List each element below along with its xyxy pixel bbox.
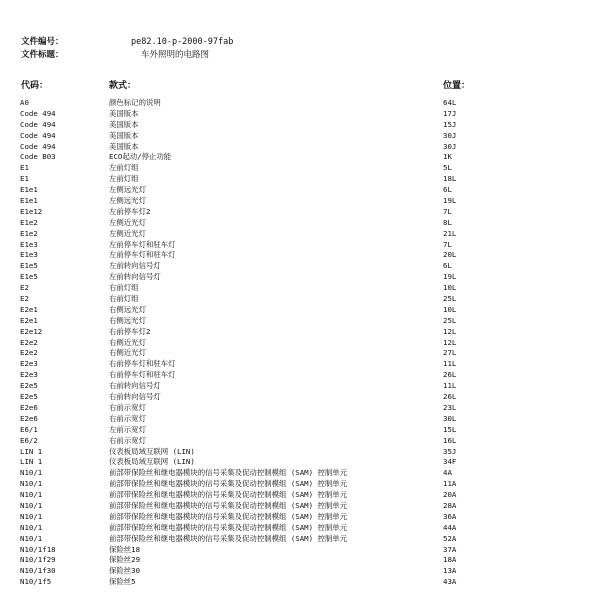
row-description: 右前灯组 <box>109 283 139 293</box>
row-description: 右侧远光灯 <box>109 304 146 314</box>
row-description: 右前示宽灯 <box>109 402 146 412</box>
row-code: N10/1f29 <box>20 555 56 565</box>
row-position: 26L <box>443 370 457 380</box>
row-code: N10/1 <box>20 468 43 478</box>
row-description: 右前停车灯2 <box>109 326 151 336</box>
table-row <box>0 152 601 163</box>
table-row <box>0 283 601 294</box>
row-position: 13A <box>443 566 457 576</box>
row-description: 仪表板局域互联网 (LIN) <box>109 446 195 456</box>
row-position: 28A <box>443 500 457 510</box>
table-row <box>0 534 601 545</box>
table-row <box>0 479 601 490</box>
table-row <box>0 523 601 534</box>
table-row <box>0 555 601 566</box>
row-code: E6/2 <box>20 435 38 445</box>
row-code: E2e5 <box>20 392 38 402</box>
row-description: 右前示宽灯 <box>109 435 146 445</box>
row-code: Code 494 <box>20 108 56 118</box>
table-row <box>0 403 601 414</box>
row-position: 30L <box>443 413 457 423</box>
row-description: 左前转向信号灯 <box>109 261 161 271</box>
row-position: 52A <box>443 533 457 543</box>
row-position: 18L <box>443 174 457 184</box>
row-description: 美国版本 <box>109 108 139 118</box>
table-row <box>0 218 601 229</box>
row-position: 20L <box>443 250 457 260</box>
row-position: 7L <box>443 206 452 216</box>
row-position: 5L <box>443 163 452 173</box>
row-description: 右前灯组 <box>109 294 139 304</box>
row-code: LIN 1 <box>20 446 43 456</box>
row-description: 左侧近光灯 <box>109 228 146 238</box>
table-row <box>0 348 601 359</box>
row-position: 11L <box>443 381 457 391</box>
row-description: 右侧远光灯 <box>109 315 146 325</box>
row-description: 仪表板局域互联网 (LIN) <box>109 457 195 467</box>
row-description: 右侧近光灯 <box>109 348 146 358</box>
row-position: 11L <box>443 359 457 369</box>
table-row <box>0 142 601 153</box>
row-description: 左前灯组 <box>109 163 139 173</box>
table-row <box>0 512 601 523</box>
row-position: 16L <box>443 435 457 445</box>
row-description: 右前转向信号灯 <box>109 392 161 402</box>
table-row <box>0 131 601 142</box>
row-code: A0 <box>20 98 29 107</box>
row-code: E6/1 <box>20 424 38 434</box>
row-code: E2e3 <box>20 359 38 369</box>
row-position: 6L <box>443 185 452 195</box>
row-description: 颜色标记的说明 <box>109 98 161 107</box>
table-row <box>0 436 601 447</box>
row-code: E1e12 <box>20 206 43 216</box>
row-position: 25L <box>443 315 457 325</box>
row-position: 44A <box>443 522 457 532</box>
row-position: 23L <box>443 402 457 412</box>
row-position: 20A <box>443 490 457 500</box>
row-position: 26L <box>443 392 457 402</box>
row-position: 30J <box>443 141 457 151</box>
table-row <box>0 109 601 120</box>
row-description: 美国版本 <box>109 119 139 129</box>
row-position: 64L <box>443 98 457 107</box>
row-code: E2e2 <box>20 337 38 347</box>
row-position: 10L <box>443 304 457 314</box>
row-code: E2e12 <box>20 326 43 336</box>
table-row <box>0 163 601 174</box>
doc-number-label: 文件编号： <box>21 37 64 47</box>
column-header-code: 代码： <box>21 81 49 91</box>
table-row <box>0 457 601 468</box>
table-row <box>0 381 601 392</box>
row-description: 左侧远光灯 <box>109 196 146 206</box>
row-description: 前部带保险丝和继电器模块的信号采集及促动控制模组 (SAM) 控制单元 <box>109 533 348 543</box>
row-description: 美国版本 <box>109 130 139 140</box>
table-row <box>0 240 601 251</box>
table-row <box>0 174 601 185</box>
row-position: 19L <box>443 272 457 282</box>
row-description: 保险丝30 <box>109 566 141 576</box>
table-row <box>0 229 601 240</box>
row-code: E2e1 <box>20 304 38 314</box>
row-code: E2e5 <box>20 381 38 391</box>
table-row <box>0 207 601 218</box>
row-code: E1e2 <box>20 228 38 238</box>
row-code: E2 <box>20 294 29 304</box>
row-position: 43A <box>443 577 457 587</box>
row-description: 左侧远光灯 <box>109 185 146 195</box>
row-position: 35J <box>443 446 457 456</box>
row-position: 7L <box>443 239 452 249</box>
row-code: E1e5 <box>20 272 38 282</box>
row-code: N10/1 <box>20 479 43 489</box>
table-row <box>0 414 601 425</box>
table-row <box>0 98 601 109</box>
table-row <box>0 316 601 327</box>
row-position: 21L <box>443 228 457 238</box>
table-row <box>0 261 601 272</box>
column-header-desc: 款式： <box>109 81 137 91</box>
row-description: 左前灯组 <box>109 174 139 184</box>
row-code: E2e6 <box>20 413 38 423</box>
row-code: E1e1 <box>20 185 38 195</box>
row-code: N10/1f18 <box>20 544 56 554</box>
row-description: 前部带保险丝和继电器模块的信号采集及促动控制模组 (SAM) 控制单元 <box>109 468 348 478</box>
row-code: E2e2 <box>20 348 38 358</box>
table-row <box>0 501 601 512</box>
row-description: 前部带保险丝和继电器模块的信号采集及促动控制模组 (SAM) 控制单元 <box>109 511 348 521</box>
doc-number-value: pe82.10-p-2000-97fab <box>131 37 234 47</box>
row-code: N10/1 <box>20 490 43 500</box>
row-code: E1e2 <box>20 217 38 227</box>
doc-title-value: 车外照明的电路图 <box>141 50 210 60</box>
row-code: N10/1f5 <box>20 577 52 587</box>
table-row <box>0 577 601 588</box>
row-description: 右侧近光灯 <box>109 337 146 347</box>
row-code: N10/1 <box>20 533 43 543</box>
row-description: 美国版本 <box>109 141 139 151</box>
row-position: 27L <box>443 348 457 358</box>
row-code: E1e3 <box>20 239 38 249</box>
table-row <box>0 294 601 305</box>
row-position: 18A <box>443 555 457 565</box>
table-row <box>0 250 601 261</box>
row-description: 前部带保险丝和继电器模块的信号采集及促动控制模组 (SAM) 控制单元 <box>109 500 348 510</box>
row-code: Code 494 <box>20 141 56 151</box>
row-code: Code B03 <box>20 152 56 162</box>
row-position: 12L <box>443 326 457 336</box>
row-position: 10L <box>443 283 457 293</box>
row-description: 左前停车灯和驻车灯 <box>109 250 176 260</box>
row-code: E2 <box>20 283 29 293</box>
table-row <box>0 359 601 370</box>
table-row <box>0 196 601 207</box>
row-description: 前部带保险丝和继电器模块的信号采集及促动控制模组 (SAM) 控制单元 <box>109 479 348 489</box>
row-code: Code 494 <box>20 130 56 140</box>
row-position: 25L <box>443 294 457 304</box>
row-code: E1 <box>20 163 29 173</box>
row-code: Code 494 <box>20 119 56 129</box>
row-position: 15L <box>443 424 457 434</box>
row-description: 左前示宽灯 <box>109 424 146 434</box>
table-row <box>0 305 601 316</box>
row-position: 12L <box>443 337 457 347</box>
row-code: E1e5 <box>20 261 38 271</box>
row-code: LIN 1 <box>20 457 43 467</box>
row-position: 19L <box>443 196 457 206</box>
row-position: 37A <box>443 544 457 554</box>
table-row <box>0 447 601 458</box>
table-row <box>0 120 601 131</box>
row-position: 11A <box>443 479 457 489</box>
table-row <box>0 338 601 349</box>
row-code: E1e1 <box>20 196 38 206</box>
row-description: 右前停车灯和驻车灯 <box>109 370 176 380</box>
table-row <box>0 272 601 283</box>
table-row <box>0 185 601 196</box>
row-description: 右前转向信号灯 <box>109 381 161 391</box>
row-description: 前部带保险丝和继电器模块的信号采集及促动控制模组 (SAM) 控制单元 <box>109 490 348 500</box>
row-position: 17J <box>443 108 457 118</box>
row-description: ECO起动/停止功能 <box>109 152 172 162</box>
row-code: E1 <box>20 174 29 184</box>
row-description: 左前停车灯和驻车灯 <box>109 239 176 249</box>
row-position: 34F <box>443 457 457 467</box>
table-row <box>0 545 601 556</box>
table-row <box>0 392 601 403</box>
row-position: 8L <box>443 217 452 227</box>
legend-table <box>0 98 601 588</box>
table-row <box>0 425 601 436</box>
row-code: N10/1 <box>20 500 43 510</box>
row-description: 左前转向信号灯 <box>109 272 161 282</box>
row-code: E2e1 <box>20 315 38 325</box>
row-code: N10/1 <box>20 511 43 521</box>
row-description: 保险丝18 <box>109 544 141 554</box>
doc-number-row <box>21 35 233 47</box>
row-position: 15J <box>443 119 457 129</box>
row-code: E1e3 <box>20 250 38 260</box>
row-code: N10/1 <box>20 522 43 532</box>
row-description: 左前停车灯2 <box>109 206 151 216</box>
table-row <box>0 370 601 381</box>
row-position: 6L <box>443 261 452 271</box>
table-row <box>0 566 601 577</box>
table-row <box>0 327 601 338</box>
row-description: 右前示宽灯 <box>109 413 146 423</box>
table-row <box>0 490 601 501</box>
row-code: E2e6 <box>20 402 38 412</box>
doc-title-row <box>21 48 209 60</box>
row-description: 保险丝5 <box>109 577 136 587</box>
column-header-pos: 位置： <box>443 81 471 91</box>
row-code: E2e3 <box>20 370 38 380</box>
row-description: 右前停车灯和驻车灯 <box>109 359 176 369</box>
row-position: 4A <box>443 468 452 478</box>
row-description: 前部带保险丝和继电器模块的信号采集及促动控制模组 (SAM) 控制单元 <box>109 522 348 532</box>
row-description: 左侧近光灯 <box>109 217 146 227</box>
doc-title-label: 文件标题： <box>21 50 64 60</box>
row-position: 1K <box>443 152 452 162</box>
row-position: 30J <box>443 130 457 140</box>
row-code: N10/1f30 <box>20 566 56 576</box>
row-position: 36A <box>443 511 457 521</box>
row-description: 保险丝29 <box>109 555 141 565</box>
table-row <box>0 468 601 479</box>
